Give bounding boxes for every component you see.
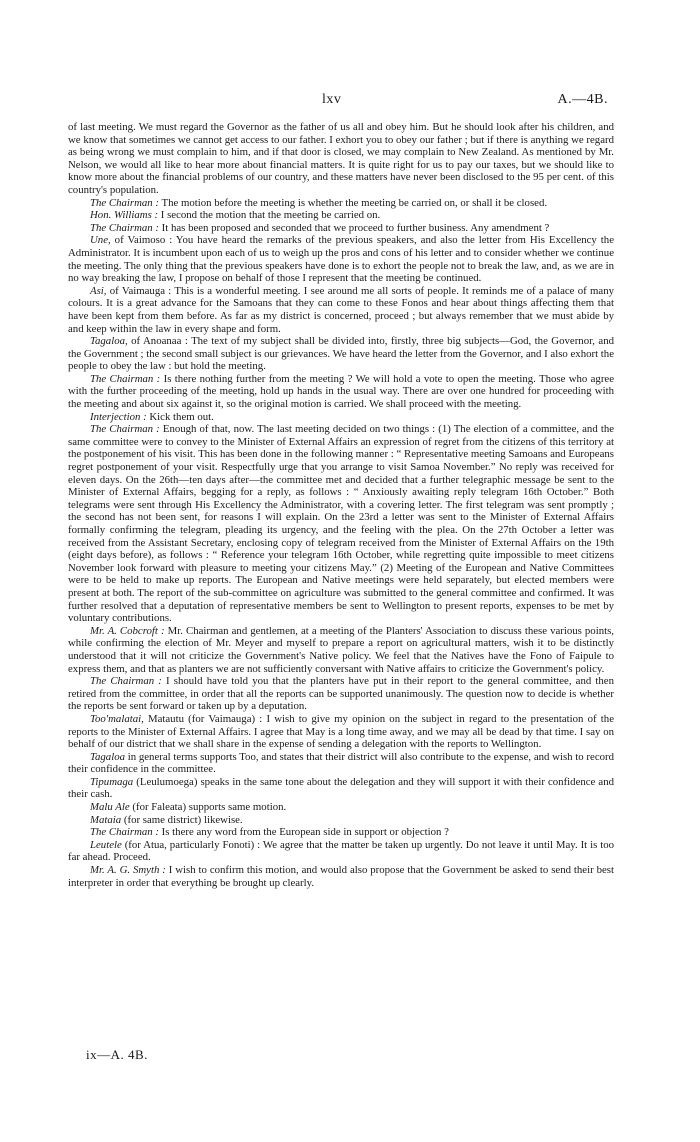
speaker-name: Hon. Williams : bbox=[90, 209, 159, 222]
paragraph bbox=[68, 801, 614, 814]
speaker-name: The Chairman : bbox=[90, 221, 159, 234]
paragraph-text: (for Faleata) supports same motion. bbox=[129, 801, 287, 814]
paragraph-text: Mr. Chairman and gentlemen, at a meeting of the Planters' Association to discuss these various points, while confirming the election of Mr. Meyer and myself to prepare a report on agricultural matters, wish it to be distinctly understood that it will not criticize the Government's Native policy. We feel that the Natives have the Fono of Faipule to express them, and that as planters we are not sufficiently conversant with Native affairs to criticize the Government's policy. bbox=[68, 624, 615, 675]
paragraph-text: Enough of that, now. The last meeting decided on two things : (1) The election of a committee, and the same committee were to convey to the Minister of External Affairs an expression of regret from the citizens of this territory at the postponement of his visit. This has been done in the following manner : “ Representative meeting Samoans and Europeans regret postponement of your visit. Respectfully urge that you arrange to visit Samoa November.” No reply was received for eleven days. On the 26th—ten days after—the committee met and decided that a further telegraphic message be sent to the Minister of External Affairs, begging for a reply, as follows : “ Anxiously awaiting reply telegram 16th October.” Both telegrams were sent through His Excellency the Administrator, with a covering letter. The first telegram was sent promptly ; the second has not been sent, for reasons I will explain. On the 23rd a letter was sent to the Minister of External Affairs formally confirming the telegram, pleading its urgency, and the feeling with the plea. On the 27th October a letter was received from the Assistant Secretary, enclosing copy of telegram received from the Minister of External Affairs on the 19th (eight days before), as follows : “ Reference your telegram 16th October, while regretting quite impossible to meet citizens November look forward with pleasure to meeting your citizens May.” (2) Meeting of the European and Native Committees were to be held to make up reports. The European and Native meetings were held separately, but elected members were present at both. The report of the sub-committee on agriculture was submitted to the general committee and confirmed. It was further resolved that a deputation of representative members be sent to Wellington to present reports, expenses to be met by voluntary contributions. bbox=[68, 423, 615, 625]
paragraph bbox=[68, 234, 614, 284]
speaker-name: Malu Ale bbox=[90, 801, 130, 814]
paragraph bbox=[68, 285, 614, 335]
paragraph bbox=[68, 839, 614, 864]
speaker-name: Une, bbox=[90, 234, 111, 247]
paragraph bbox=[68, 625, 614, 675]
paragraph-text: in general terms supports Too, and states that their district will also contribute to the expense, and wish to record their confidence in the committee. bbox=[68, 750, 614, 776]
speaker-name: The Chairman : bbox=[90, 826, 159, 839]
paragraph bbox=[68, 411, 614, 424]
speaker-name: Mr. A. Cobcroft : bbox=[90, 624, 165, 637]
speaker-name: Mr. A. G. Smyth : bbox=[90, 864, 166, 877]
paragraph bbox=[68, 826, 614, 839]
paragraph bbox=[68, 222, 614, 235]
paragraph bbox=[68, 751, 614, 776]
speaker-name: The Chairman : bbox=[90, 423, 160, 436]
document-code: A.—4B. bbox=[557, 92, 608, 107]
paragraph-text: Kick them out. bbox=[146, 410, 214, 423]
paragraph bbox=[68, 121, 614, 197]
paragraph bbox=[68, 423, 614, 625]
paragraph bbox=[68, 197, 614, 210]
paragraph-text: It has been proposed and seconded that we proceed to further business. Any amendment ? bbox=[158, 221, 550, 234]
body-text bbox=[68, 121, 614, 889]
paragraph-text: Is there any word from the European side in support or objection ? bbox=[158, 826, 449, 839]
speaker-name: The Chairman : bbox=[90, 196, 159, 209]
paragraph-text: The motion before the meeting is whether the meeting be carried on, or shall it be closed. bbox=[158, 196, 548, 209]
paragraph-text: (Leulumoega) speaks in the same tone about the delegation and they will support it with their confidence and their cash. bbox=[68, 775, 614, 801]
paragraph bbox=[68, 675, 614, 713]
paragraph bbox=[68, 335, 614, 373]
speaker-name: The Chairman : bbox=[90, 675, 162, 688]
paragraph bbox=[68, 814, 614, 827]
paragraph-text: of Vaimauga : This is a wonderful meeting. I see around me all sorts of people. It reminds me of a palace of many colours. It is a great advance for the Samoans that they can come to these Fonos and hear about things affecting them that have been kept from them before. As far as my district is concerned, proceed ; but always remember that we must abide by and keep within the law in every shape and form. bbox=[68, 284, 614, 335]
paragraph-text: (for Atua, particularly Fonoti) : We agree that the matter be taken up urgently. Do not leave it until May. It is too far ahead. Proceed. bbox=[68, 838, 614, 864]
paragraph-text: Is there nothing further from the meeting ? We will hold a vote to open the meeting. Those who agree with the further proceeding of the meeting, hold up hands in the usual way. There are over one hundred for proceeding with the meeting and about six against it, so the original motion is carried. We shall proceed with the meeting. bbox=[68, 372, 615, 411]
paragraph-text: of last meeting. We must regard the Governor as the father of us all and obey him. But he should look after his children, and we know that sometimes we cannot get access to our father. I exhort you to obey our father ; but if there is anything we regard as being wrong we must complain to him, and if that door is closed, we may complain to New Zealand. As mentioned by Mr. Nelson, we would all like to hear more about financial matters. It is quite right for us to pay our taxes, but we should like to know more about the financial problems of our country, and these matters have never been disclosed to the 95 per cent. of this country's population. bbox=[68, 121, 614, 196]
footer-signature: ix—A. 4B. bbox=[86, 1047, 148, 1062]
speaker-name: Mataia bbox=[90, 813, 122, 826]
paragraph-text: I wish to confirm this motion, and would also propose that the Government be asked to send their best interpreter in order that everything be brought up clearly. bbox=[68, 864, 614, 889]
paragraph-text: I second the motion that the meeting be carried on. bbox=[158, 209, 381, 222]
speaker-name: Too'malatai, bbox=[90, 712, 144, 725]
speaker-name: Tipumaga bbox=[90, 775, 134, 788]
page-number: lxv bbox=[322, 92, 342, 107]
speaker-name: Tagaloa, bbox=[90, 335, 128, 348]
speaker-name: Interjection : bbox=[90, 410, 147, 423]
paragraph bbox=[68, 209, 614, 222]
speaker-name: The Chairman : bbox=[90, 372, 161, 385]
paragraph-text: of Anoanaa : The text of my subject shall be divided into, firstly, three big subjects—God, the Governor, and the Government ; the second small subject is our grievances. We have heard the letter from the Governor, and I also exhort the people to obey the law : but hold the meeting. bbox=[68, 335, 614, 373]
paragraph bbox=[68, 776, 614, 801]
paragraph-text: of Vaimoso : You have heard the remarks of the previous speakers, and also the letter from His Excellency the Administrator. It is incumbent upon each of us to weigh up the pros and cons of his letter and to consider whether we continue the meeting. The only thing that the previous speakers have done is to exhort the people not to break the law, and, as we are in no way breaking the law, I propose on behalf of those I represent that the meeting be continued. bbox=[68, 234, 614, 285]
paragraph-text: (for same district) likewise. bbox=[121, 813, 243, 826]
paragraph bbox=[68, 373, 614, 411]
speaker-name: Asi, bbox=[90, 284, 107, 297]
speaker-name: Tagaloa bbox=[90, 750, 126, 763]
speaker-name: Leutele bbox=[90, 838, 122, 851]
page-header bbox=[0, 92, 700, 112]
paragraph bbox=[68, 864, 614, 889]
paragraph bbox=[68, 713, 614, 751]
paragraph-text: I should have told you that the planters have put in their report to the general committee, and then retired from the committee, in order that all the reports can be supported unanimously. The question now to decide is whether the reports be sent forward or taken up by a deputation. bbox=[68, 675, 614, 713]
paragraph-text: Matautu (for Vaimauga) : I wish to give my opinion on the subject in regard to the presentation of the reports to the Minister of External Affairs. I agree that May is a long time away, and we may all be dead by that time. I say on behalf of our district that we shall share in the expense of sending a delegation with the reports to Wellington. bbox=[68, 712, 614, 751]
